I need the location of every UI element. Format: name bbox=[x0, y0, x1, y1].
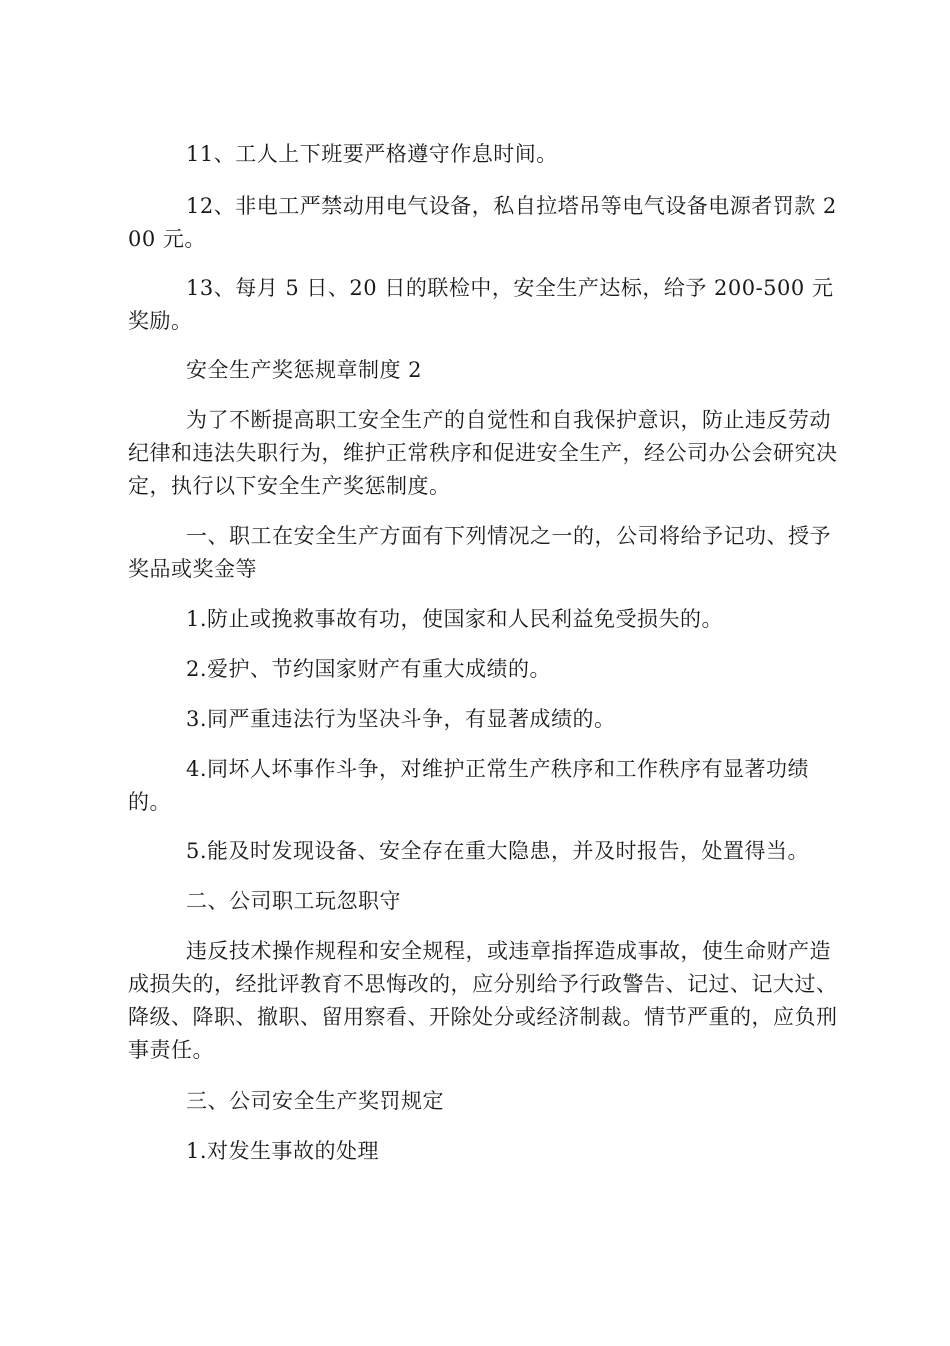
list-item-reward-3: 3.同严重违法行为坚决斗争，有显著成绩的。 bbox=[186, 707, 616, 731]
list-item-reward-1: 1.防止或挽救事故有功，使国家和人民利益免受损失的。 bbox=[186, 607, 724, 631]
section-heading-2: 安全生产奖惩规章制度 2 bbox=[186, 358, 423, 382]
section-heading-rewards-penalties: 三、公司安全生产奖罚规定 bbox=[186, 1089, 444, 1113]
paragraph-rule-13: 13、每月 5 日、20 日的联检中，安全生产达标，给予 200-500 元奖励。 bbox=[128, 276, 834, 333]
list-item-reward-2: 2.爱护、节约国家财产有重大成绩的。 bbox=[186, 657, 552, 681]
paragraph-reward-heading: 一、职工在安全生产方面有下列情况之一的，公司将给予记功、授予奖品或奖金等 bbox=[128, 524, 831, 581]
paragraph-rule-11: 11、工人上下班要严格遵守作息时间。 bbox=[186, 142, 558, 166]
paragraph-intro: 为了不断提高职工安全生产的自觉性和自我保护意识，防止违反劳动纪律和违法失职行为，维护正常秩序和促进安全生产，经公司办公会研究决定，执行以下安全生产奖惩制度。 bbox=[128, 408, 838, 498]
list-item-reward-5: 5.能及时发现设备、安全存在重大隐患，并及时报告，处置得当。 bbox=[186, 839, 810, 863]
paragraph-negligence: 违反技术操作规程和安全规程，或违章指挥造成事故，使生命财产造成损失的，经批评教育不思悔改的，应分别给予行政警告、记过、记大过、降级、降职、撤职、留用察看、开除处分或经济制裁。情节严重的，应负刑事责任。 bbox=[128, 939, 838, 1062]
section-heading-negligence: 二、公司职工玩忽职守 bbox=[186, 889, 401, 913]
list-item-accident-handling: 1.对发生事故的处理 bbox=[186, 1139, 380, 1163]
paragraph-rule-12: 12、非电工严禁动用电气设备，私自拉塔吊等电气设备电源者罚款 200 元。 bbox=[128, 194, 837, 251]
list-item-reward-4: 4.同坏人坏事作斗争，对维护正常生产秩序和工作秩序有显著功绩的。 bbox=[128, 757, 810, 814]
